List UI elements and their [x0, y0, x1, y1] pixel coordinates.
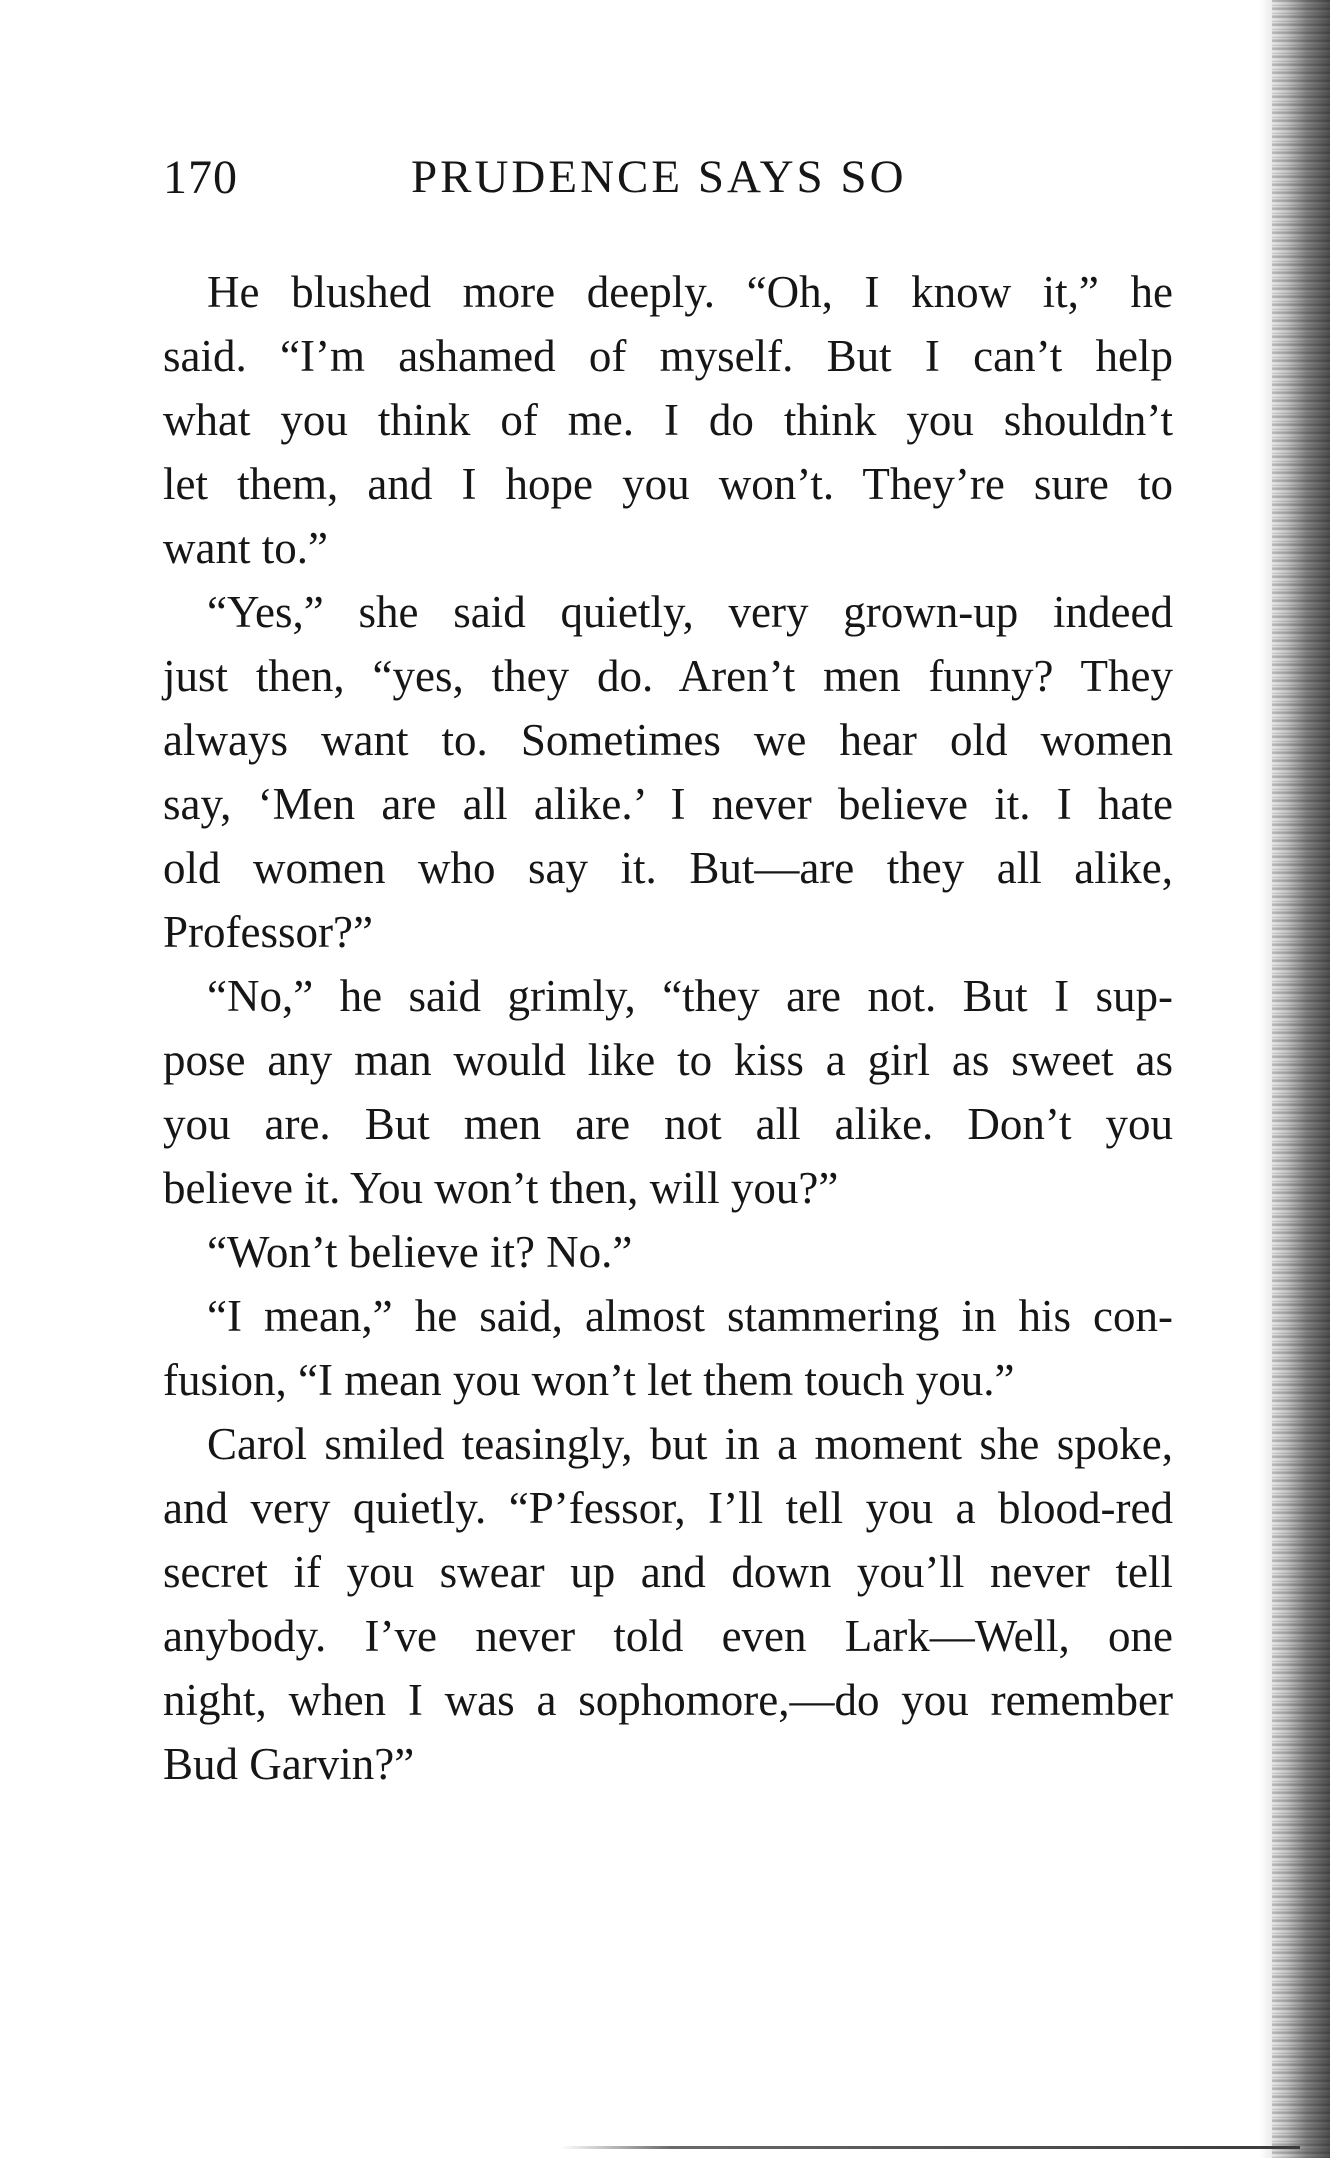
text-line: Bud Garvin?”: [163, 1739, 415, 1789]
text-line: Professor?”: [163, 907, 373, 957]
text-line: pose any man would like to kiss a girl as sweet as: [163, 1035, 1173, 1085]
text-line: what you think of me. I do think you shouldn’t: [163, 395, 1173, 445]
text-line: said. “I’m ashamed of myself. But I can’t help: [163, 331, 1173, 381]
bottom-scan-rule: [560, 2146, 1300, 2149]
text-line: let them, and I hope you won’t. They’re sure to: [163, 459, 1173, 509]
text-line: “I mean,” he said, almost stammering in his con-: [207, 1291, 1173, 1341]
text-line: want to.”: [163, 523, 328, 573]
text-line: just then, “yes, they do. Aren’t men funny? They: [163, 651, 1173, 701]
text-line: always want to. Sometimes we hear old women: [163, 715, 1173, 765]
running-title: PRUDENCE SAYS SO: [411, 151, 907, 203]
text-line: old women who say it. But—are they all alike,: [163, 843, 1173, 893]
text-line: fusion, “I mean you won’t let them touch you.”: [163, 1355, 1015, 1405]
text-line: He blushed more deeply. “Oh, I know it,” he: [207, 267, 1173, 317]
text-line: believe it. You won’t then, will you?”: [163, 1163, 839, 1213]
text-line: and very quietly. “P’fessor, I’ll tell you a blood-red: [163, 1483, 1173, 1533]
page-edge-scan: [1272, 0, 1330, 2158]
text-line: secret if you swear up and down you’ll never tell: [163, 1547, 1173, 1597]
text-line: you are. But men are not all alike. Don’t you: [163, 1099, 1173, 1149]
page-number: 170: [163, 151, 238, 204]
text-line: “Yes,” she said quietly, very grown-up indeed: [207, 587, 1173, 637]
text-line: night, when I was a sophomore,—do you remember: [163, 1675, 1173, 1725]
text-line: “Won’t believe it? No.”: [207, 1227, 633, 1277]
text-line: anybody. I’ve never told even Lark—Well, one: [163, 1611, 1173, 1661]
text-line: say, ‘Men are all alike.’ I never believe it. I hate: [163, 779, 1173, 829]
text-line: Carol smiled teasingly, but in a moment she spoke,: [207, 1419, 1173, 1469]
body-text: [163, 260, 1173, 1796]
page-header: [163, 150, 1173, 212]
text-line: “No,” he said grimly, “they are not. But I sup-: [207, 971, 1173, 1021]
page-edge-shadow: [1260, 0, 1272, 2158]
